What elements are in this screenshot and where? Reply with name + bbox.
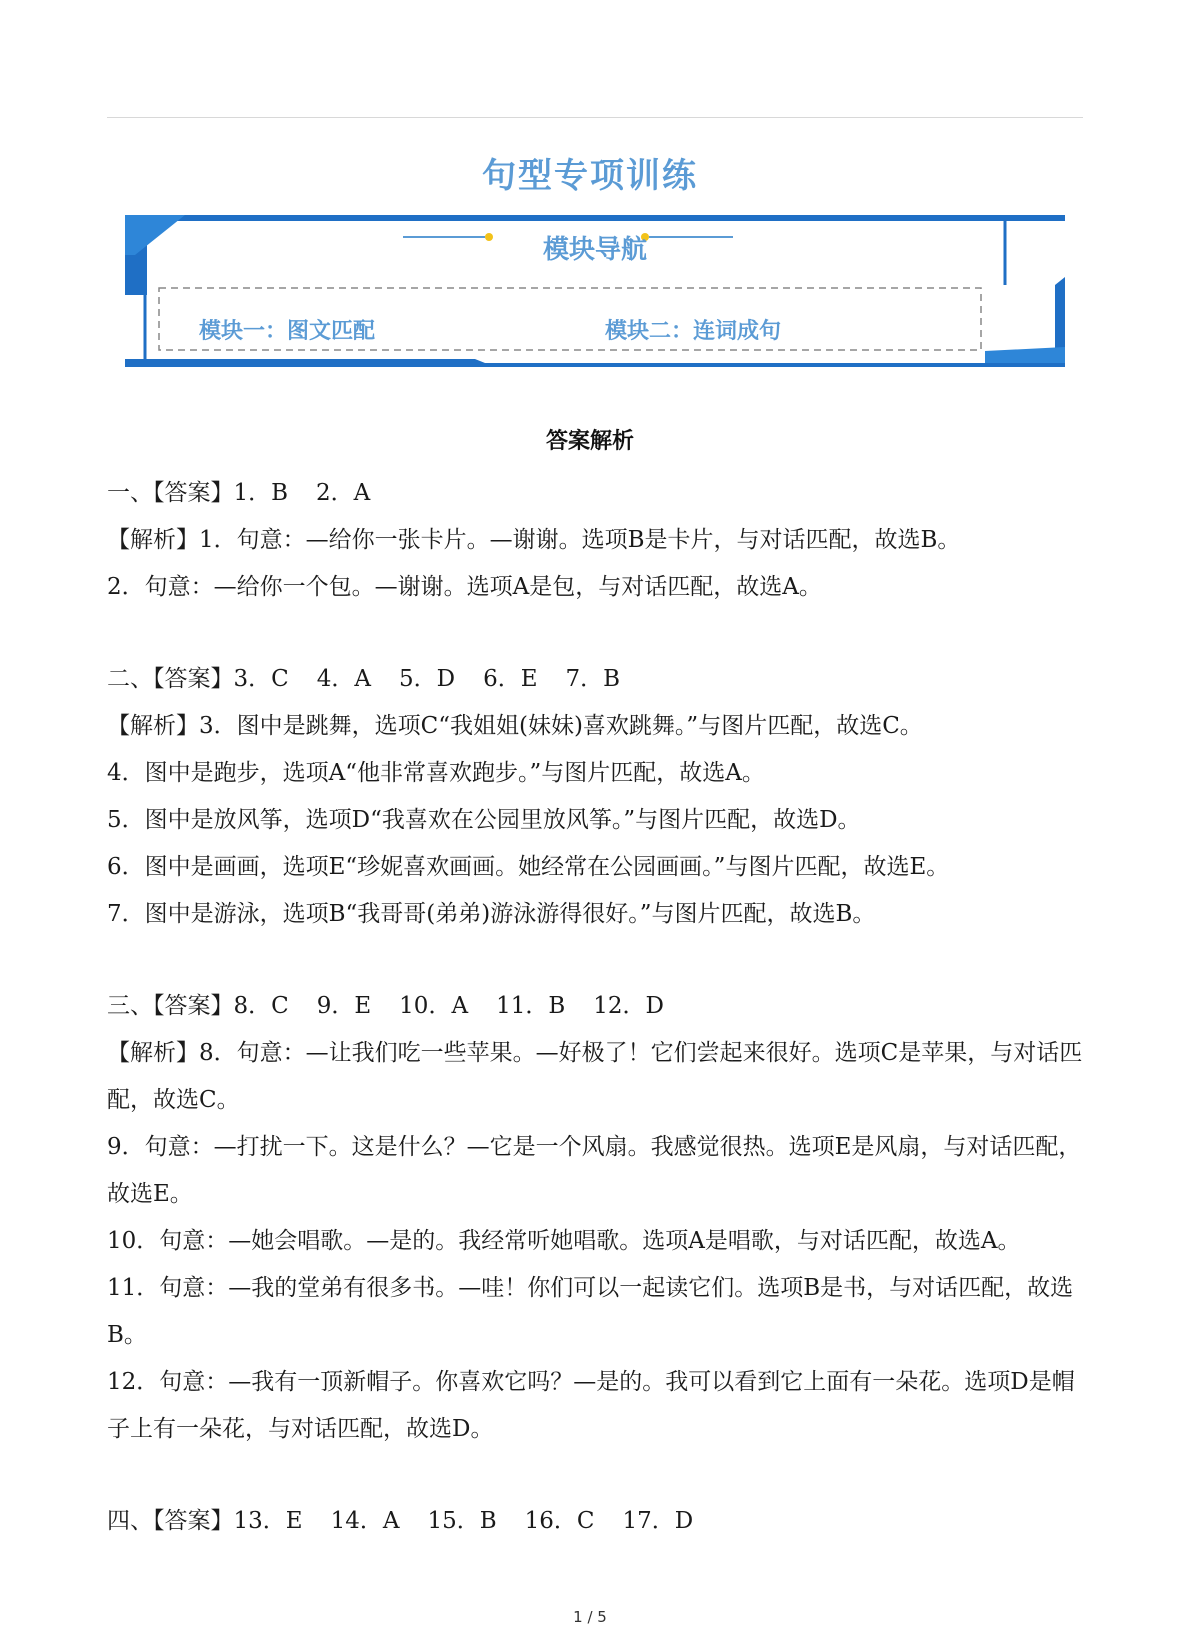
answer-item: 17．D: [622, 1508, 694, 1534]
page-number: 1 / 5: [573, 1608, 607, 1626]
answer-analysis-heading: 答案解析: [545, 429, 634, 454]
answer-prefix: 四、【答案】: [107, 1508, 234, 1534]
answer-item: 7．B: [565, 666, 621, 692]
answer-prefix: 三、【答案】: [107, 993, 234, 1019]
answer-prefix: 二、【答案】: [107, 666, 234, 692]
analysis-line: 5．图中是放风筝，选项D“我喜欢在公园里放风筝。”与图片匹配，故选D。: [107, 807, 861, 833]
answer-item: 16．C: [524, 1508, 595, 1534]
answer-item: 1．B: [233, 480, 289, 506]
answer-item: 10．A: [399, 993, 469, 1019]
answer-item: 9．E: [316, 993, 372, 1019]
analysis-line: 【解析】3．图中是跳舞，选项C“我姐姐(妹妹)喜欢跳舞。”与图片匹配，故选C。: [107, 713, 923, 739]
answer-item: 2．A: [316, 480, 371, 506]
banner-title: 模块导航: [542, 235, 647, 265]
analysis-line: 7．图中是游泳，选项B“我哥哥(弟弟)游泳游得很好。”与图片匹配，故选B。: [107, 901, 876, 927]
header-rule: [107, 117, 1083, 118]
analysis-line: 6．图中是画画，选项E“珍妮喜欢画画。她经常在公园画画。”与图片匹配，故选E。: [107, 854, 950, 880]
analysis-line: 【解析】8．句意：—让我们吃一些苹果。—好极了！它们尝起来很好。选项C是苹果，与对话匹配，故选C。: [107, 1040, 1083, 1113]
answer-item: 14．A: [330, 1508, 400, 1534]
answer-item: 4．A: [316, 666, 371, 692]
answer-line-4: [107, 1498, 1083, 1545]
answer-item: 12．D: [593, 993, 664, 1019]
module-1-label: 模块一：图文匹配: [199, 319, 376, 344]
answer-item: 5．D: [398, 666, 456, 692]
answer-item: 6．E: [483, 666, 538, 692]
module-navigation-banner: [125, 215, 1065, 385]
answer-line-1: [107, 470, 1083, 517]
answer-item: 8．C: [233, 993, 289, 1019]
analysis-line: 【解析】1．句意：—给你一张卡片。—谢谢。选项B是卡片，与对话匹配，故选B。: [107, 527, 961, 553]
analysis-line: 11．句意：—我的堂弟有很多书。—哇！你们可以一起读它们。选项B是书，与对话匹配，故选B。: [107, 1275, 1074, 1348]
module-2-label: 模块二：连词成句: [605, 319, 782, 344]
answer-line-3: [107, 983, 1083, 1030]
analysis-line: 12．句意：—我有一顶新帽子。你喜欢它吗？—是的。我可以看到它上面有一朵花。选项D是帽子上有一朵花，与对话匹配，故选D。: [107, 1369, 1075, 1442]
answer-item: 13．E: [233, 1508, 303, 1534]
answer-prefix: 一、【答案】: [107, 480, 234, 506]
document-title: 句型专项训练: [482, 156, 698, 196]
analysis-line: 2．句意：—给你一个包。—谢谢。选项A是包，与对话匹配，故选A。: [107, 574, 822, 600]
answer-item: 15．B: [427, 1508, 497, 1534]
analysis-line: 9．句意：—打扰一下。这是什么？—它是一个风扇。我感觉很热。选项E是风扇，与对话匹配，故选E。: [107, 1134, 1082, 1207]
answer-item: 3．C: [233, 666, 289, 692]
answer-line-2: [107, 656, 1083, 703]
answer-item: 11．B: [496, 993, 566, 1019]
analysis-line: 4．图中是跑步，选项A“他非常喜欢跑步。”与图片匹配，故选A。: [107, 760, 765, 786]
answer-content: [107, 470, 1083, 1545]
analysis-line: 10．句意：—她会唱歌。—是的。我经常听她唱歌。选项A是唱歌，与对话匹配，故选A。: [107, 1228, 1021, 1254]
